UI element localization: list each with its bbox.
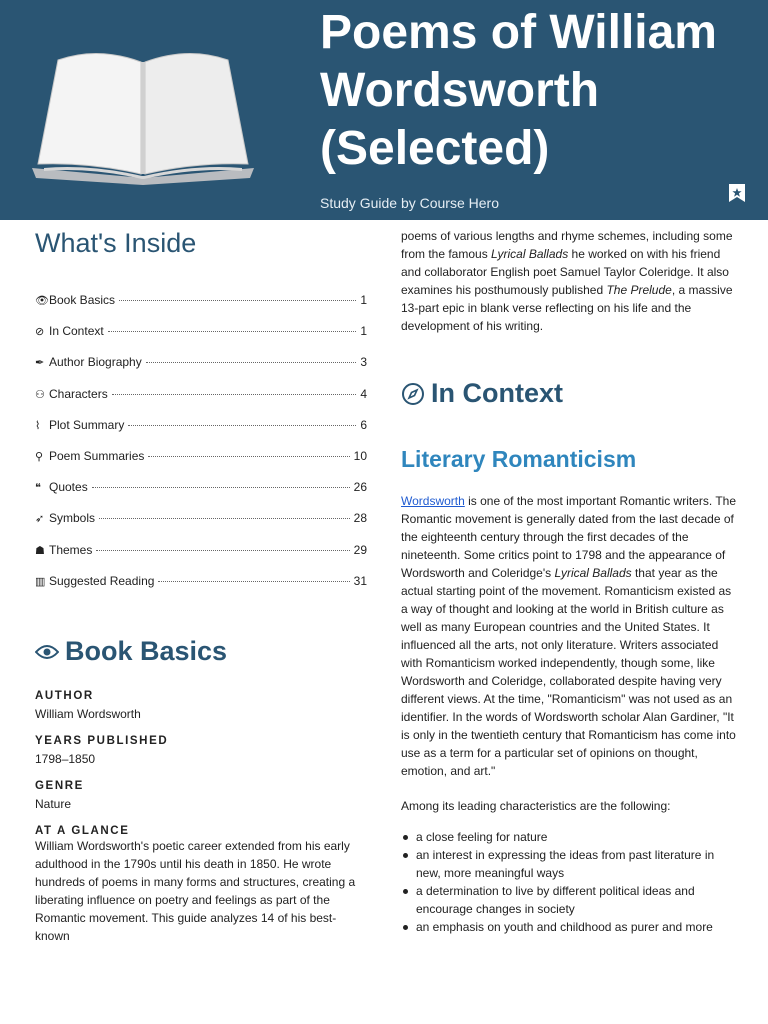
magnifier-icon: ⚲ [35, 450, 44, 463]
pen-nib-icon: ✒ [35, 357, 45, 370]
book-basics-section [35, 690, 367, 945]
list-item: a close feeling for nature [401, 828, 736, 846]
toc-item-symbols[interactable] [35, 511, 367, 542]
toc-page: 29 [353, 542, 367, 557]
header-banner [0, 0, 768, 220]
toc-label: Book Basics [49, 293, 116, 307]
compass-icon [401, 382, 425, 406]
toc-leader [96, 550, 349, 551]
in-context-heading [401, 378, 563, 409]
toc-page: 10 [353, 448, 367, 463]
toc-item-themes[interactable] [35, 543, 367, 574]
toc-label: Poem Summaries [49, 448, 145, 463]
list-item: an interest in expressing the ideas from past literature in new, more meaningful ways [401, 846, 736, 882]
toc-page: 31 [353, 573, 367, 588]
toc-leader [92, 487, 350, 488]
toc-label: Characters [49, 386, 108, 401]
toc-page: 4 [360, 386, 367, 401]
toc-label: Themes [49, 542, 93, 557]
wordsworth-link[interactable]: Wordsworth [401, 494, 465, 508]
genre-value: Nature [35, 797, 72, 811]
toc-label: Author Biography [49, 355, 142, 370]
toc-label: Plot Summary [49, 417, 125, 432]
author-value: William Wordsworth [35, 707, 141, 721]
list-item: an emphasis on youth and childhood as purer and more [401, 918, 736, 936]
toc-page: 3 [360, 355, 367, 370]
toc-item-characters[interactable] [35, 387, 367, 418]
bird-icon: ➶ [35, 513, 45, 526]
toc-item-book-basics[interactable] [35, 293, 367, 324]
compass-icon: ⊘ [35, 326, 45, 339]
years-published-value: 1798–1850 [35, 752, 96, 766]
toc-label: Quotes [49, 480, 88, 495]
author-label: AUTHOR [35, 690, 94, 702]
people-icon: ⚇ [35, 388, 45, 401]
toc-leader [112, 394, 357, 395]
toc-page: 1 [360, 324, 367, 339]
intro-continued-paragraph [401, 227, 736, 335]
intro-italic-2: The Prelude [606, 283, 672, 297]
intro-text-2: he worked on with his friend and collaborator English poet Samuel Taylor Coleridge. It also examines his posthumously published [401, 247, 729, 297]
toc-leader [146, 362, 357, 363]
toc-leader [99, 518, 350, 519]
toc-leader [148, 456, 349, 457]
body-text-2: that year as the actual starting point of the movement. Romanticism existed as a way of thought and looking at the world in British culture as well as many European countries and the United States. It influenced all the arts, not only literature. Writers associated with Romanticism worked independently, though some, like Wordsworth and Coleridge, collaborated despite having very different views. At the time, "Romanticism" was not used as an identifier. In the words of Wordsworth scholar Alan Gardiner, "It is only in the twentieth century that Romanticism has come into use as a term for a particular set of opinions on thought, emotion, and art." [401, 566, 736, 778]
chart-icon: ⌇ [35, 419, 41, 432]
characteristics-list [401, 828, 736, 936]
eye-icon [35, 644, 59, 660]
genre-label: GENRE [35, 780, 84, 792]
toc-item-quotes[interactable] [35, 480, 367, 511]
toc-label: Symbols [49, 511, 96, 526]
page-subtitle: Study Guide by Course Hero [320, 195, 499, 211]
bookmark-star-icon[interactable] [727, 183, 747, 203]
toc-label: Suggested Reading [49, 573, 155, 588]
toc-leader [119, 300, 356, 301]
characteristics-intro: Among its leading characteristics are the following: [401, 799, 671, 813]
eye-icon: 👁 [35, 295, 49, 307]
toc-leader [128, 425, 356, 426]
literary-romanticism-heading: Literary Romanticism [401, 446, 637, 472]
toc-leader [108, 331, 357, 332]
toc-page: 28 [353, 511, 367, 526]
intro-text-3: , a massive 13-part epic in blank verse reflecting on his life and the development of his writing. [401, 283, 733, 333]
page-title: Poems of William Wordsworth (Selected) [320, 6, 717, 175]
toc-item-poem-summaries[interactable] [35, 449, 367, 480]
in-context-heading-text: In Context [431, 378, 563, 408]
romanticism-paragraph [401, 492, 736, 780]
body-italic: Lyrical Ballads [554, 566, 632, 580]
books-icon: ▥ [35, 575, 46, 588]
toc-item-in-context[interactable] [35, 324, 367, 355]
intro-text-1: poems of various lengths and rhyme schemes, including some from the famous [401, 229, 733, 261]
toc-page: 6 [360, 417, 367, 432]
table-of-contents [35, 293, 367, 605]
toc-label: In Context [49, 324, 104, 339]
toc-item-suggested-reading[interactable] [35, 574, 367, 605]
body-text-1: is one of the most important Romantic writers. The Romantic movement is generally dated from the last decade of the eighteenth century through the first decades of the nineteenth. Some critics point to 1798 and the appearance of Wordsworth and Coleridge's [401, 494, 737, 580]
list-item: a determination to live by different political ideas and encourage changes in society [401, 882, 736, 918]
whats-inside-heading: What's Inside [35, 228, 197, 258]
masks-icon: ☗ [35, 544, 45, 557]
toc-page: 26 [353, 480, 367, 495]
at-a-glance-label: AT A GLANCE [35, 825, 130, 837]
at-a-glance-text: William Wordsworth's poetic career extended from his early adulthood in the 1790s until his death in 1850. He wrote hundreds of poems in many forms and structures, creating a liberating influence on poetry and feelings as part of the Romantic movement. This guide analyzes 14 of his best-known [35, 839, 356, 943]
toc-item-author-biography[interactable] [35, 355, 367, 386]
book-basics-heading [35, 636, 227, 667]
years-published-label: YEARS PUBLISHED [35, 735, 169, 747]
toc-page: 1 [360, 293, 367, 307]
intro-italic-1: Lyrical Ballads [491, 247, 569, 261]
book-basics-heading-text: Book Basics [65, 636, 228, 666]
quote-icon: ❝ [35, 482, 41, 495]
toc-leader [158, 581, 349, 582]
toc-item-plot-summary[interactable] [35, 418, 367, 449]
open-book-icon [28, 40, 258, 185]
